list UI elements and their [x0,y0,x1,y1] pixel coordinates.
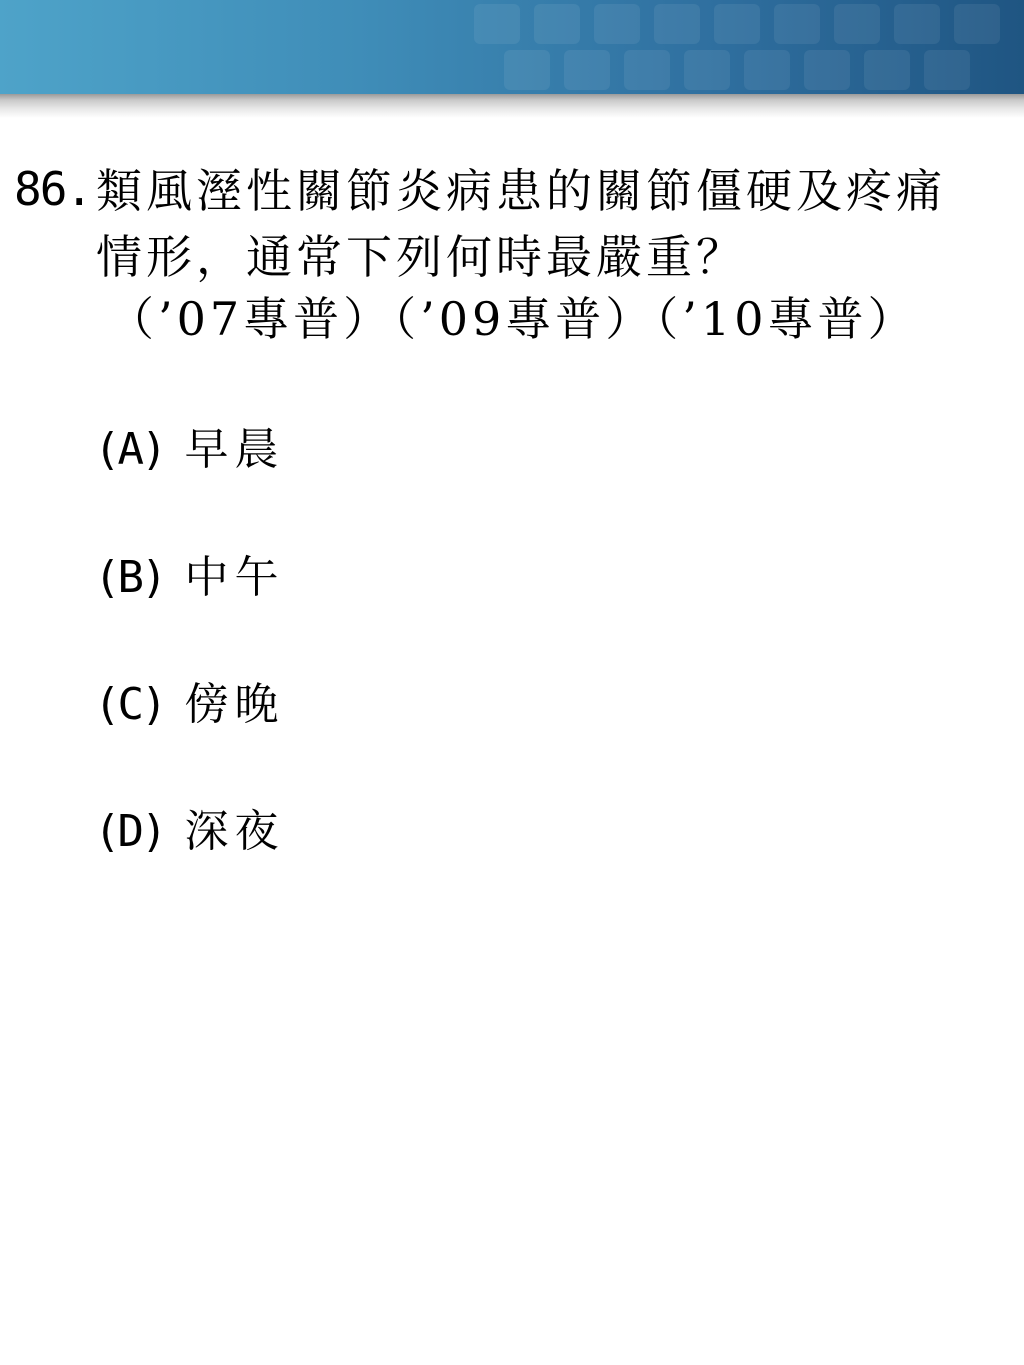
banner-shadow [0,94,1024,118]
option-a-text: 早晨 [184,424,285,475]
question-text-line-2: 情形，通常下列何時最嚴重？ [96,230,746,284]
option-d-letter: (D) [94,806,165,857]
option-d-text: 深夜 [184,806,285,857]
option-b-text: 中午 [184,552,285,603]
option-b-letter: (B) [94,552,165,603]
question-source: （’07專普）（’09專普）（’10專普） [108,292,918,346]
question-text-line-1: 類風溼性關節炎病患的關節僵硬及疼痛 [96,164,946,218]
question-number: 86. [14,162,92,216]
option-d[interactable] [94,806,285,857]
option-a[interactable] [94,424,285,475]
option-c-text: 傍晚 [184,679,285,730]
option-c[interactable] [94,679,285,730]
header-banner [0,0,1024,94]
option-a-letter: (A) [94,424,165,475]
option-c-letter: (C) [94,679,165,730]
option-b[interactable] [94,552,285,603]
banner-pattern [454,0,1014,94]
